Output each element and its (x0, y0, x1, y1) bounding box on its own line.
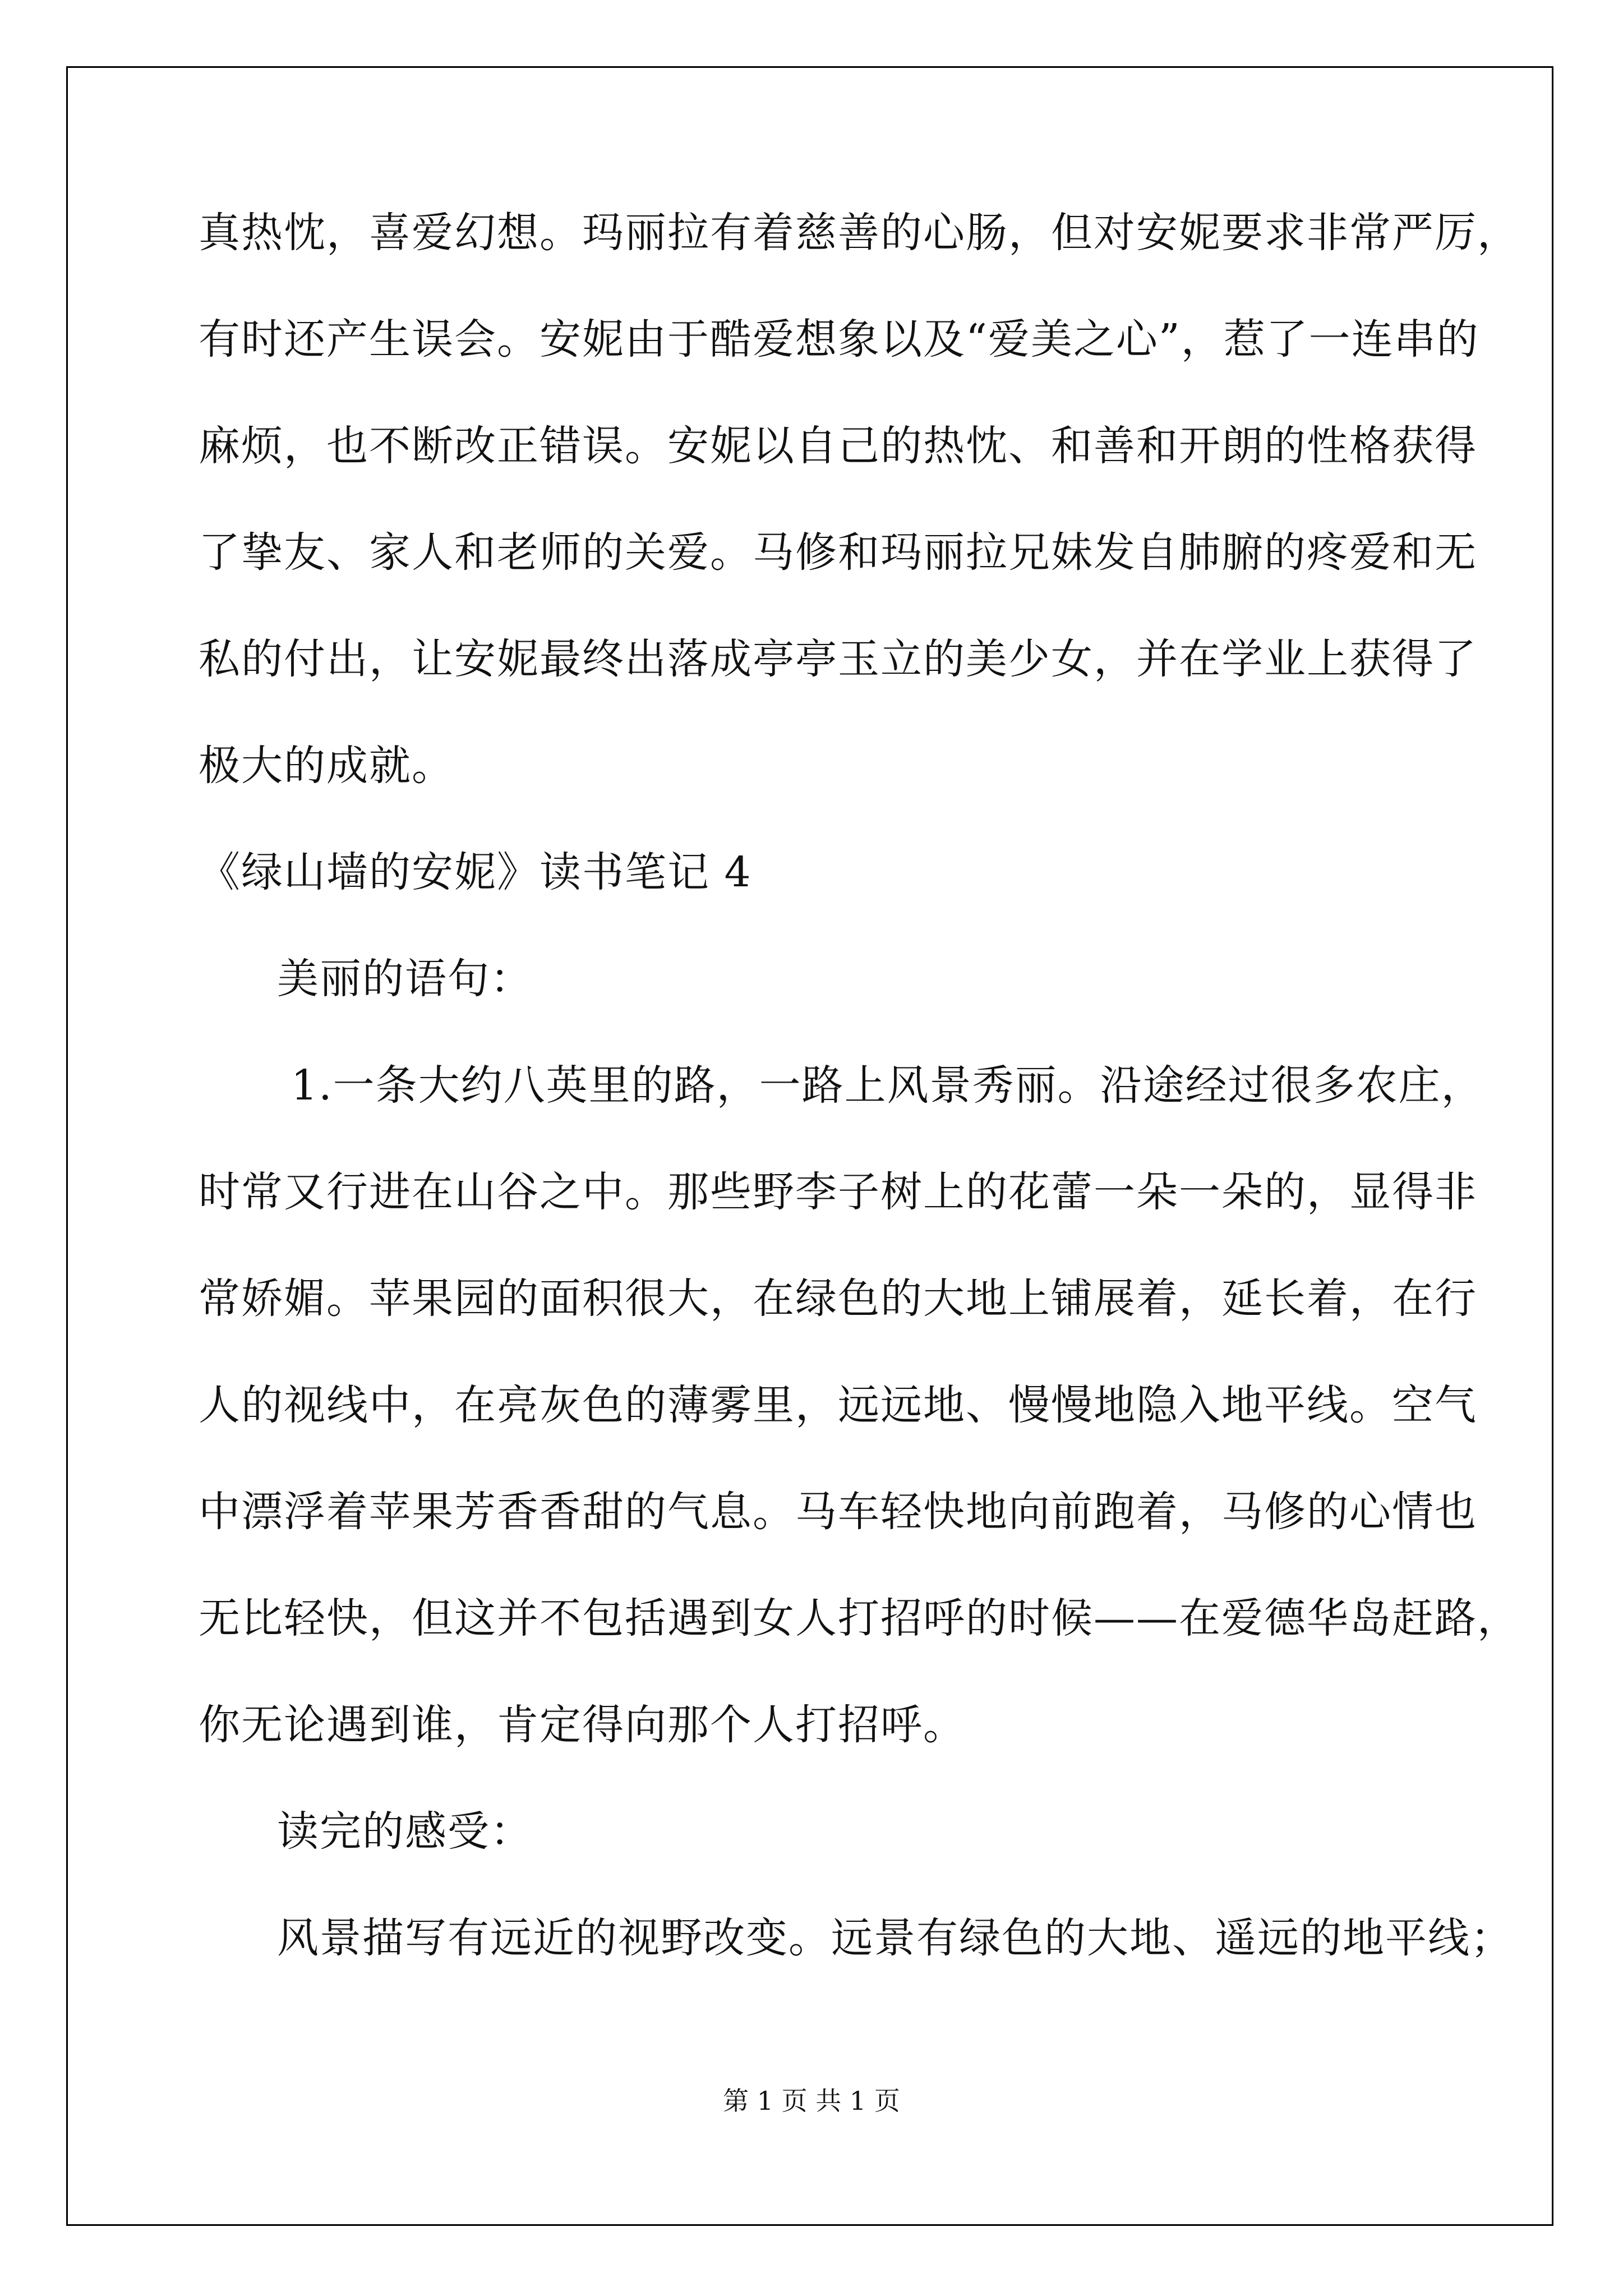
subheading-beautiful-sentences: 美丽的语句： (277, 955, 533, 1003)
section-heading: 《绿山墙的安妮》读书笔记 4 (199, 848, 752, 896)
text-line: 了挚友、家人和老师的关爱。马修和玛丽拉兄妹发自肺腑的疼爱和无 (199, 528, 1477, 577)
text-line: 人的视线中，在亮灰色的薄雾里，远远地、慢慢地隐入地平线。空气 (199, 1381, 1477, 1429)
text-line: 私的付出，让安妮最终出落成亭亭玉立的美少女，并在学业上获得了 (199, 635, 1477, 683)
text-line: 常娇媚。苹果园的面积很大，在绿色的大地上铺展着，延长着，在行 (199, 1274, 1477, 1323)
text-line: 时常又行进在山谷之中。那些野李子树上的花蕾一朵一朵的，显得非 (199, 1168, 1477, 1216)
subheading-reading-feelings: 读完的感受： (277, 1807, 533, 1856)
text-line: 无比轻快，但这并不包括遇到女人打招呼的时候——在爱德华岛赶路， (199, 1594, 1520, 1642)
text-line: 中漂浮着苹果芳香香甜的气息。马车轻快地向前跑着，马修的心情也 (199, 1488, 1477, 1536)
text-line: 你无论遇到谁，肯定得向那个人打招呼。 (199, 1701, 966, 1749)
page-footer: 第 1 页 共 1 页 (723, 2086, 900, 2116)
text-line: 真热忱，喜爱幻想。玛丽拉有着慈善的心肠，但对安妮要求非常严厉， (199, 209, 1520, 257)
text-line: 极大的成就。 (199, 742, 454, 790)
text-line: 1.一条大约八英里的路，一路上风景秀丽。沿途经过很多农庄， (291, 1061, 1484, 1110)
page-border (66, 66, 1553, 2226)
text-line: 麻烦，也不断改正错误。安妮以自己的热忱、和善和开朗的性格获得 (199, 422, 1477, 470)
text-line: 有时还产生误会。安妮由于酷爱想象以及“爱美之心”，惹了一连串的 (199, 315, 1479, 364)
text-line: 风景描写有远近的视野改变。远景有绿色的大地、遥远的地平线； (277, 1914, 1513, 1962)
